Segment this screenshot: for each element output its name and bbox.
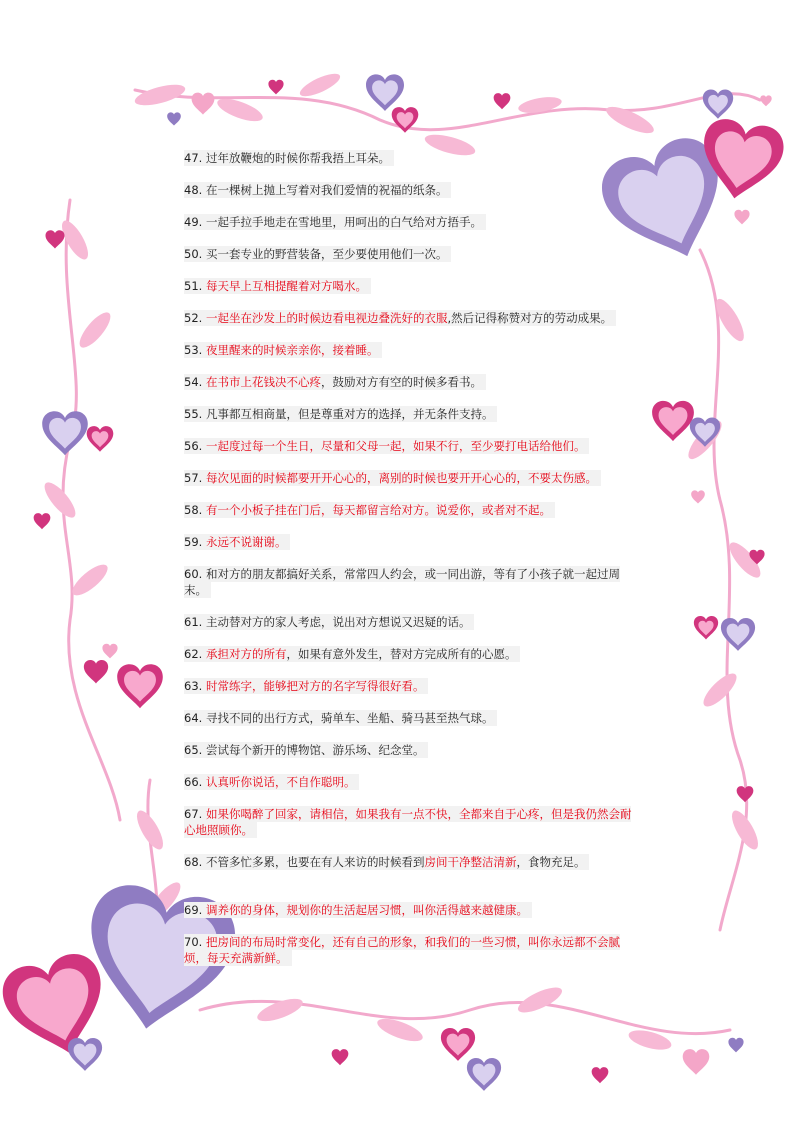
highlighted-text: 每次见面的时候都要开开心心的，离别的时候也要开开心心的，不要太伤感。: [205, 471, 597, 485]
list-item: [184, 438, 634, 454]
item-number: 59.: [184, 535, 203, 549]
list-item: [184, 742, 634, 758]
item-text: [184, 150, 394, 166]
item-number: 47.: [184, 151, 203, 165]
list-item: [184, 854, 634, 870]
highlighted-text: 有一个小板子挂在门后，每天都留言给对方。说爱你，或者对不起。: [205, 503, 551, 517]
body-text: 一起手拉手地走在雪地里，用呵出的白气给对方捂手。: [205, 215, 482, 229]
item-text: [184, 710, 497, 726]
highlighted-text: 承担对方的所有: [205, 647, 287, 661]
item-number: 56.: [184, 439, 203, 453]
list-item: [184, 246, 634, 262]
list-item: [184, 310, 634, 326]
highlighted-text: 夜里醒来的时候亲亲你，接着睡。: [205, 343, 379, 357]
highlighted-text: 在书市上花钱决不心疼: [205, 375, 321, 389]
item-number: 70.: [184, 935, 203, 949]
item-number: 61.: [184, 615, 203, 629]
item-number: 60.: [184, 567, 203, 581]
body-text: ，食物充足。: [516, 855, 586, 869]
item-text: [184, 278, 371, 294]
list-item: [184, 502, 634, 518]
list-item: [184, 150, 634, 166]
list-item: [184, 710, 634, 726]
item-number: 52.: [184, 311, 203, 325]
item-text: [184, 534, 290, 550]
body-text: ，如果有意外发生，替对方完成所有的心愿。: [286, 647, 517, 661]
highlighted-text: 把房间的布局时常变化，还有自己的形象，和我们的一些习惯，叫你永远都不会腻烦，每天充满新鲜。: [184, 935, 620, 965]
item-text: [184, 678, 428, 694]
highlighted-text: 一起度过每一个生日，尽量和父母一起，如果不行，至少要打电话给他们。: [205, 439, 586, 453]
item-number: 68.: [184, 855, 203, 869]
list-item: [184, 646, 634, 662]
highlighted-text: 每天早上互相提醒着对方喝水。: [205, 279, 367, 293]
item-number: 50.: [184, 247, 203, 261]
item-number: 63.: [184, 679, 203, 693]
list-item: [184, 534, 634, 550]
item-text: [184, 646, 520, 662]
item-text: [184, 438, 589, 454]
item-number: 54.: [184, 375, 203, 389]
highlighted-text: 认真听你说话，不自作聪明。: [205, 775, 356, 789]
body-text: 在一棵树上抛上写着对我们爱情的祝福的纸条。: [205, 183, 448, 197]
item-number: 62.: [184, 647, 203, 661]
item-text: [184, 806, 631, 838]
body-text: 过年放鞭炮的时候你帮我捂上耳朵。: [205, 151, 390, 165]
item-text: [184, 902, 532, 918]
item-number: 66.: [184, 775, 203, 789]
highlighted-text: 调养你的身体，规划你的生活起居习惯，叫你活得越来越健康。: [205, 903, 528, 917]
body-text: ,然后记得称赞对方的劳动成果。: [447, 311, 613, 325]
list-item: [184, 806, 634, 838]
list-item: [184, 342, 634, 358]
item-text: [184, 406, 497, 422]
body-text: 主动替对方的家人考虑，说出对方想说又迟疑的话。: [205, 615, 471, 629]
body-text: 寻找不同的出行方式，骑单车、坐船、骑马甚至热气球。: [205, 711, 494, 725]
list-item: [184, 902, 634, 918]
item-text: [184, 342, 382, 358]
item-number: 67.: [184, 807, 203, 821]
body-text: 不管多忙多累，也要在有人来访的时候看到: [205, 855, 425, 869]
highlighted-text: 房间干净整洁清新: [424, 855, 517, 869]
item-text: [184, 470, 601, 486]
list-item: [184, 614, 634, 630]
highlighted-text: 时常练字，能够把对方的名字写得很好看。: [205, 679, 425, 693]
list-item: [184, 374, 634, 390]
item-text: [184, 742, 428, 758]
item-number: 53.: [184, 343, 203, 357]
item-text: [184, 774, 359, 790]
list-item: [184, 214, 634, 230]
list-item: [184, 774, 634, 790]
item-text: [184, 214, 486, 230]
body-text: ，鼓励对方有空的时候多看书。: [320, 375, 482, 389]
item-number: 65.: [184, 743, 203, 757]
item-number: 69.: [184, 903, 203, 917]
list-item: [184, 934, 634, 966]
list-item: [184, 678, 634, 694]
list-item: [184, 566, 634, 598]
item-text: [184, 310, 616, 326]
list-item: [184, 278, 634, 294]
item-number: 55.: [184, 407, 203, 421]
list-item: [184, 406, 634, 422]
item-number: 64.: [184, 711, 203, 725]
body-text: 凡事都互相商量，但是尊重对方的选择，并无条件支持。: [205, 407, 494, 421]
item-text: [184, 182, 451, 198]
highlighted-text: 一起坐在沙发上的时候边看电视边叠洗好的衣服: [205, 311, 448, 325]
highlighted-text: 永远不说谢谢。: [205, 535, 287, 549]
item-text: [184, 246, 451, 262]
item-text: [184, 566, 620, 598]
item-number: 51.: [184, 279, 203, 293]
item-number: 58.: [184, 503, 203, 517]
item-text: [184, 374, 486, 390]
list-item: [184, 182, 634, 198]
item-text: [184, 614, 474, 630]
item-number: 49.: [184, 215, 203, 229]
list-item: [184, 470, 634, 486]
item-text: [184, 502, 555, 518]
item-text: [184, 854, 589, 870]
body-text: 买一套专业的野营装备，至少要使用他们一次。: [205, 247, 448, 261]
highlighted-text: 如果你喝醉了回家，请相信，如果我有一点不快，全都来自于心疼，但是我仍然会耐心地照顾你。: [184, 807, 632, 837]
item-text: [184, 934, 620, 966]
body-text: 和对方的朋友都搞好关系，常常四人约会，或一同出游，等有了小孩子就一起过周末。: [184, 567, 620, 597]
body-text: 尝试每个新开的博物馆、游乐场、纪念堂。: [205, 743, 425, 757]
item-number: 57.: [184, 471, 203, 485]
item-number: 48.: [184, 183, 203, 197]
